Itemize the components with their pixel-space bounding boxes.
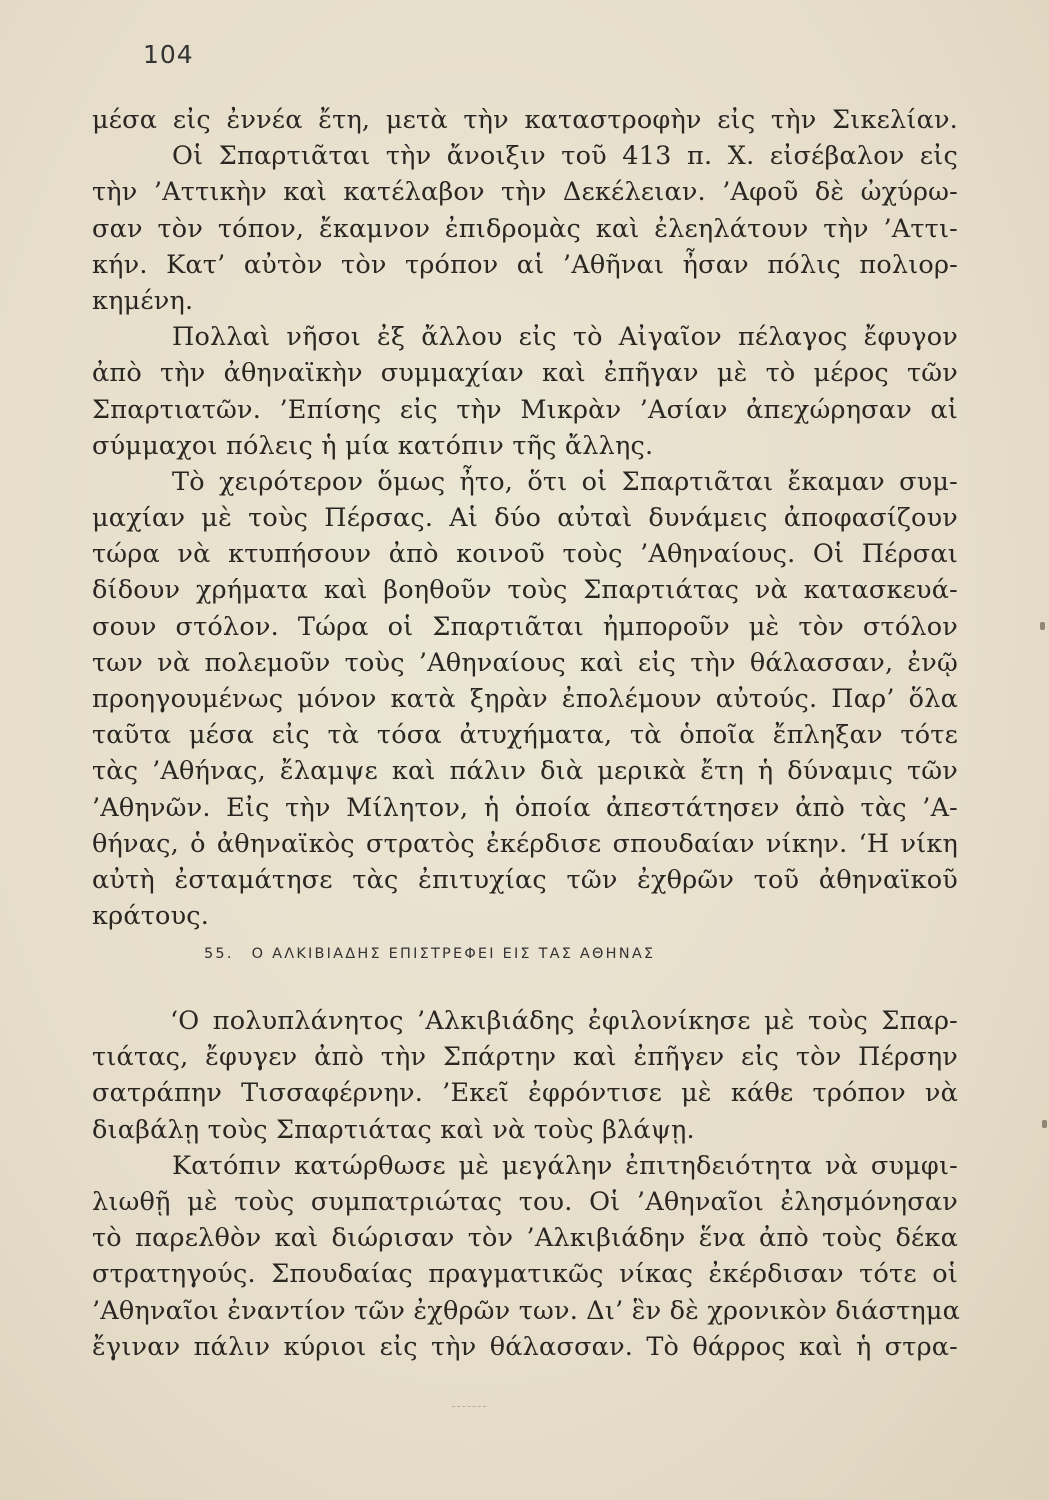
page-number: 104 xyxy=(143,40,194,69)
text-line: αὐτὴ ἐσταμάτησε τὰς ἐπιτυχίας τῶν ἐχθρῶν τοῦ ἀθηναϊκοῦ xyxy=(92,864,958,895)
text-line: των νὰ πολεμοῦν τοὺς ’Αθηναίους καὶ εἰς τὴν θάλασσαν, ἐνῷ xyxy=(92,647,958,678)
text-block-1 xyxy=(92,102,958,934)
section-number: 55. xyxy=(204,946,234,962)
text-line: προηγουμένως μόνον κατὰ ξηρὰν ἐπολέμουν αὐτούς. Παρ’ ὅλα xyxy=(92,684,958,714)
text-line: ‘Ο πολυπλάνητος ’Αλκιβιάδης ἐφιλονίκησε μὲ τοὺς Σπαρ- xyxy=(170,1006,958,1036)
section-title: Ο ΑΛΚΙΒΙΑΔΗΣ ΕΠΙΣΤΡΕΦΕΙ ΕΙΣ ΤΑΣ ΑΘΗΝΑΣ xyxy=(251,946,656,962)
text-line: μαχίαν μὲ τοὺς Πέρσας. Αἱ δύο αὐταὶ δυνάμεις ἀποφασίζουν xyxy=(92,503,958,534)
text-line: λιωθῇ μὲ τοὺς συμπατριώτας του. Οἱ ’Αθηναῖοι ἐλησμόνησαν xyxy=(92,1186,958,1217)
text-line: σουν στόλον. Τώρα οἱ Σπαρτιᾶται ἠμποροῦν μὲ τὸν στόλον xyxy=(92,611,958,642)
text-line: μέσα εἰς ἐννέα ἔτη, μετὰ τὴν καταστροφὴν εἰς τὴν Σικελίαν. xyxy=(92,105,958,135)
text-line: δίδουν χρήματα καὶ βοηθοῦν τοὺς Σπαρτιάτας νὰ κατασκευά- xyxy=(92,575,958,606)
text-line: κράτους. xyxy=(92,901,210,932)
text-line: στρατηγούς. Σπουδαίας πραγματικῶς νίκας ἐκέρδισαν τότε οἱ xyxy=(92,1259,958,1290)
text-line: τώρα νὰ κτυπήσουν ἀπὸ κοινοῦ τοὺς ’Αθηναίους. Οἱ Πέρσαι xyxy=(92,539,958,570)
edge-speck xyxy=(1042,1120,1047,1128)
text-line: διαβάλῃ τοὺς Σπαρτιάτας καὶ νὰ τοὺς βλάψῃ. xyxy=(92,1114,695,1145)
text-line: Τὸ χειρότερον ὅμως ἦτο, ὅτι οἱ Σπαρτιᾶται ἔκαμαν συμ- xyxy=(172,466,958,497)
text-line: σύμμαχοι πόλεις ἡ μία κατόπιν τῆς ἄλλης. xyxy=(92,430,654,461)
text-line: ἀπὸ τὴν ἀθηναϊκὴν συμμαχίαν καὶ ἐπῆγαν μὲ τὸ μέρος τῶν xyxy=(92,358,958,389)
text-line: τὴν ’Αττικὴν καὶ κατέλαβον τὴν Δεκέλειαν. ’Αφοῦ δὲ ὠχύρω- xyxy=(92,177,958,208)
text-line: τιάτας, ἔφυγεν ἀπὸ τὴν Σπάρτην καὶ ἐπῆγεν εἰς τὸν Πέρσην xyxy=(92,1042,958,1073)
text-line: Οἱ Σπαρτιᾶται τὴν ἄνοιξιν τοῦ 413 π. Χ. εἰσέβαλον εἰς xyxy=(172,141,958,172)
print-mark xyxy=(452,1406,486,1409)
text-line: ταῦτα μέσα εἰς τὰ τόσα ἀτυχήματα, τὰ ὁποῖα ἔπληξαν τότε xyxy=(92,720,958,751)
text-line: Πολλαὶ νῆσοι ἐξ ἄλλου εἰς τὸ Αἰγαῖον πέλαγος ἔφυγον xyxy=(172,322,958,353)
text-line: κημένη. xyxy=(92,285,194,316)
text-line: τὸ παρελθὸν καὶ διώρισαν τὸν ’Αλκιβιάδην ἕνα ἀπὸ τοὺς δέκα xyxy=(92,1223,958,1254)
text-line: ἔγιναν πάλιν κύριοι εἰς τὴν θάλασσαν. Τὸ θάρρος καὶ ἡ στρα- xyxy=(92,1331,958,1362)
edge-speck xyxy=(1040,622,1045,630)
text-line: Κατόπιν κατώρθωσε μὲ μεγάλην ἐπιτηδειότητα νὰ συμφι- xyxy=(172,1150,958,1181)
text-line: σαν τὸν τόπον, ἔκαμνον ἐπιδρομὰς καὶ ἐλεηλάτουν τὴν ’Αττι- xyxy=(92,213,958,244)
text-line: θήνας, ὁ ἀθηναϊκὸς στρατὸς ἐκέρδισε σπουδαίαν νίκην. ‘Η νίκη xyxy=(92,828,958,859)
text-line: Σπαρτιατῶν. ’Επίσης εἰς τὴν Μικρὰν ’Ασίαν ἀπεχώρησαν αἱ xyxy=(92,394,958,425)
text-line: ’Αθηνῶν. Εἰς τὴν Μίλητον, ἡ ὁποία ἀπεστάτησεν ἀπὸ τὰς ’Α- xyxy=(92,792,958,823)
text-line: ’Αθηναῖοι ἐναντίον τῶν ἐχθρῶν των. Δι’ ἓν δὲ χρονικὸν διάστημα xyxy=(92,1295,961,1326)
text-block-2 xyxy=(92,1003,961,1365)
text-line: τὰς ’Αθήνας, ἔλαμψε καὶ πάλιν διὰ μερικὰ ἔτη ἡ δύναμις τῶν xyxy=(92,756,958,787)
section-heading xyxy=(204,946,655,962)
text-line: σατράπην Τισσαφέρνην. ’Εκεῖ ἐφρόντισε μὲ κάθε τρόπον νὰ xyxy=(92,1078,958,1109)
text-line: κήν. Κατ’ αὐτὸν τὸν τρόπον αἱ ’Αθῆναι ἦσαν πόλις πολιορ- xyxy=(92,249,958,280)
